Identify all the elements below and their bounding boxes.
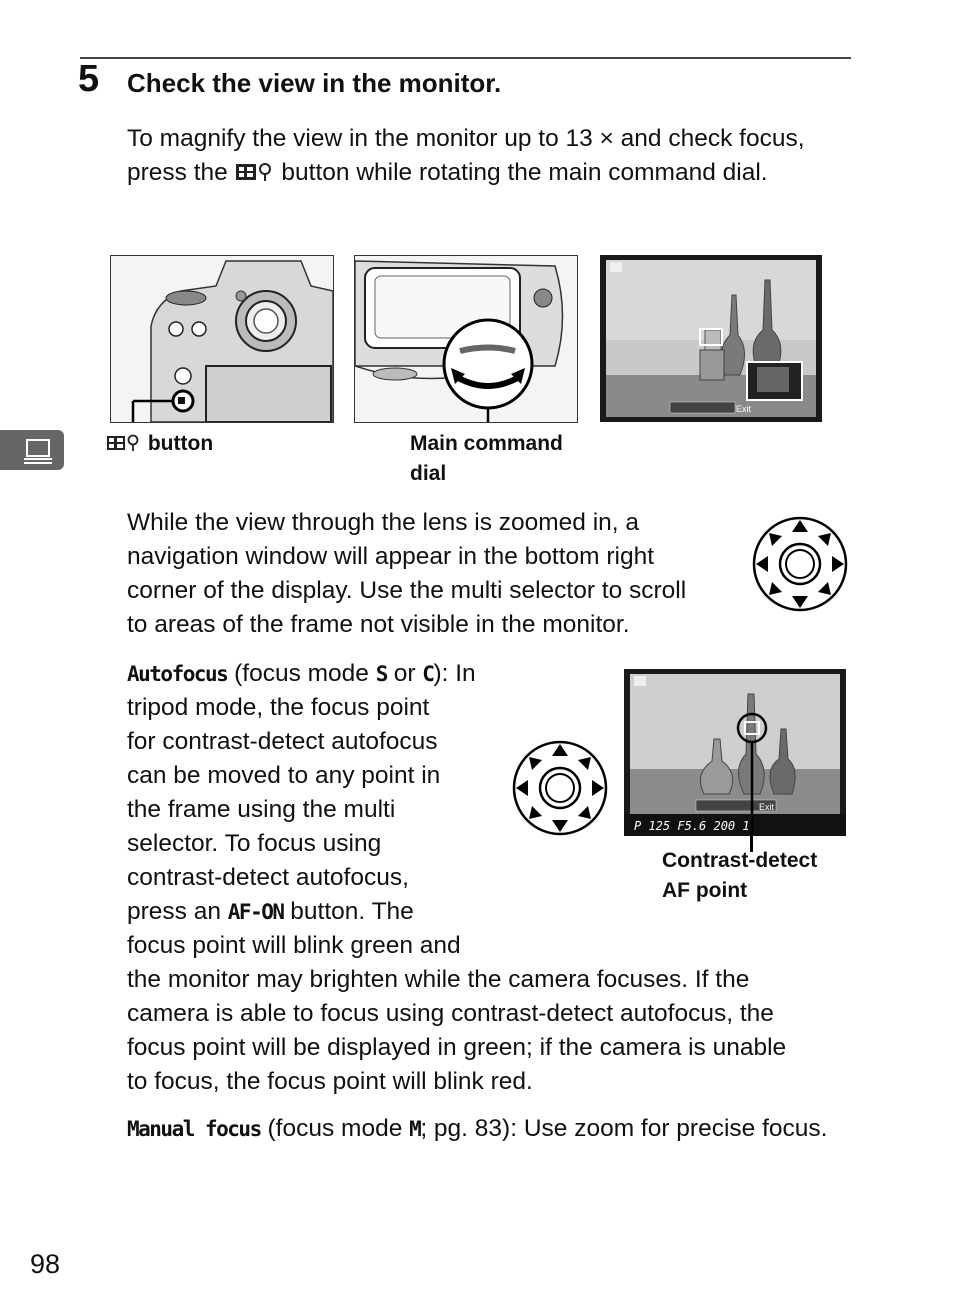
step-title: Check the view in the monitor. bbox=[127, 68, 502, 98]
contrast-af-caption: Contrast-detect AF point bbox=[662, 849, 818, 902]
monitor-exit-label: Exit bbox=[759, 802, 775, 812]
zoomed-monitor-image bbox=[600, 255, 822, 422]
contrast-af-monitor-image bbox=[624, 669, 846, 836]
main-command-dial-caption: Main command dial bbox=[410, 432, 563, 485]
multi-selector-icon bbox=[752, 516, 848, 616]
af-on-button-label: AF-ON bbox=[227, 900, 284, 924]
autofocus-paragraph: Autofocus (focus mode S or C): In tripod mode, the focus point for contrast-detect autofocus can be moved to any point in the frame using the multi selector. To focus using contrast-detect autofocus, press an AF-ON button. The focus point will blink green and the monitor may brighten while the camera focuses. If the camera is able to focus using contrast-detect autofocus, the focus point will be displayed in green; if the camera is unable to focus, the focus point will blink red. bbox=[127, 660, 787, 1095]
multi-selector-icon bbox=[512, 740, 608, 840]
zoom-button-caption: button bbox=[106, 429, 213, 462]
page-number: 98 bbox=[30, 1249, 61, 1279]
monitor-exit-label: Exit bbox=[736, 404, 752, 414]
manual-focus-paragraph: Manual focus (focus mode M; pg. 83): Use zoom for precise focus. bbox=[127, 1115, 828, 1142]
navigation-paragraph: While the view through the lens is zoomed in, a navigation window will appear in the bottom right corner of the display. Use the multi selector to scroll to areas of the frame not visible in the monitor. bbox=[127, 509, 687, 638]
monitor-status-bar: P 125 F5.6 200 1 bbox=[634, 819, 750, 833]
step-number: 5 bbox=[78, 58, 100, 100]
intro-text-2: button while rotating the main command dial. bbox=[274, 159, 768, 186]
camera-back-image bbox=[110, 255, 334, 423]
main-command-dial-image bbox=[354, 255, 578, 423]
intro-paragraph bbox=[127, 122, 857, 193]
header-rule bbox=[80, 57, 851, 59]
section-tab bbox=[0, 430, 64, 470]
manual-focus-term: Manual focus bbox=[127, 1117, 261, 1141]
intro-text-1: To magnify the view in the monitor up to 13 × and check focus, press the bbox=[127, 125, 805, 186]
zoom-in-icon bbox=[106, 432, 142, 462]
live-view-tab-icon bbox=[0, 430, 64, 470]
autofocus-term: Autofocus bbox=[127, 662, 228, 686]
zoom-in-icon bbox=[235, 159, 275, 193]
